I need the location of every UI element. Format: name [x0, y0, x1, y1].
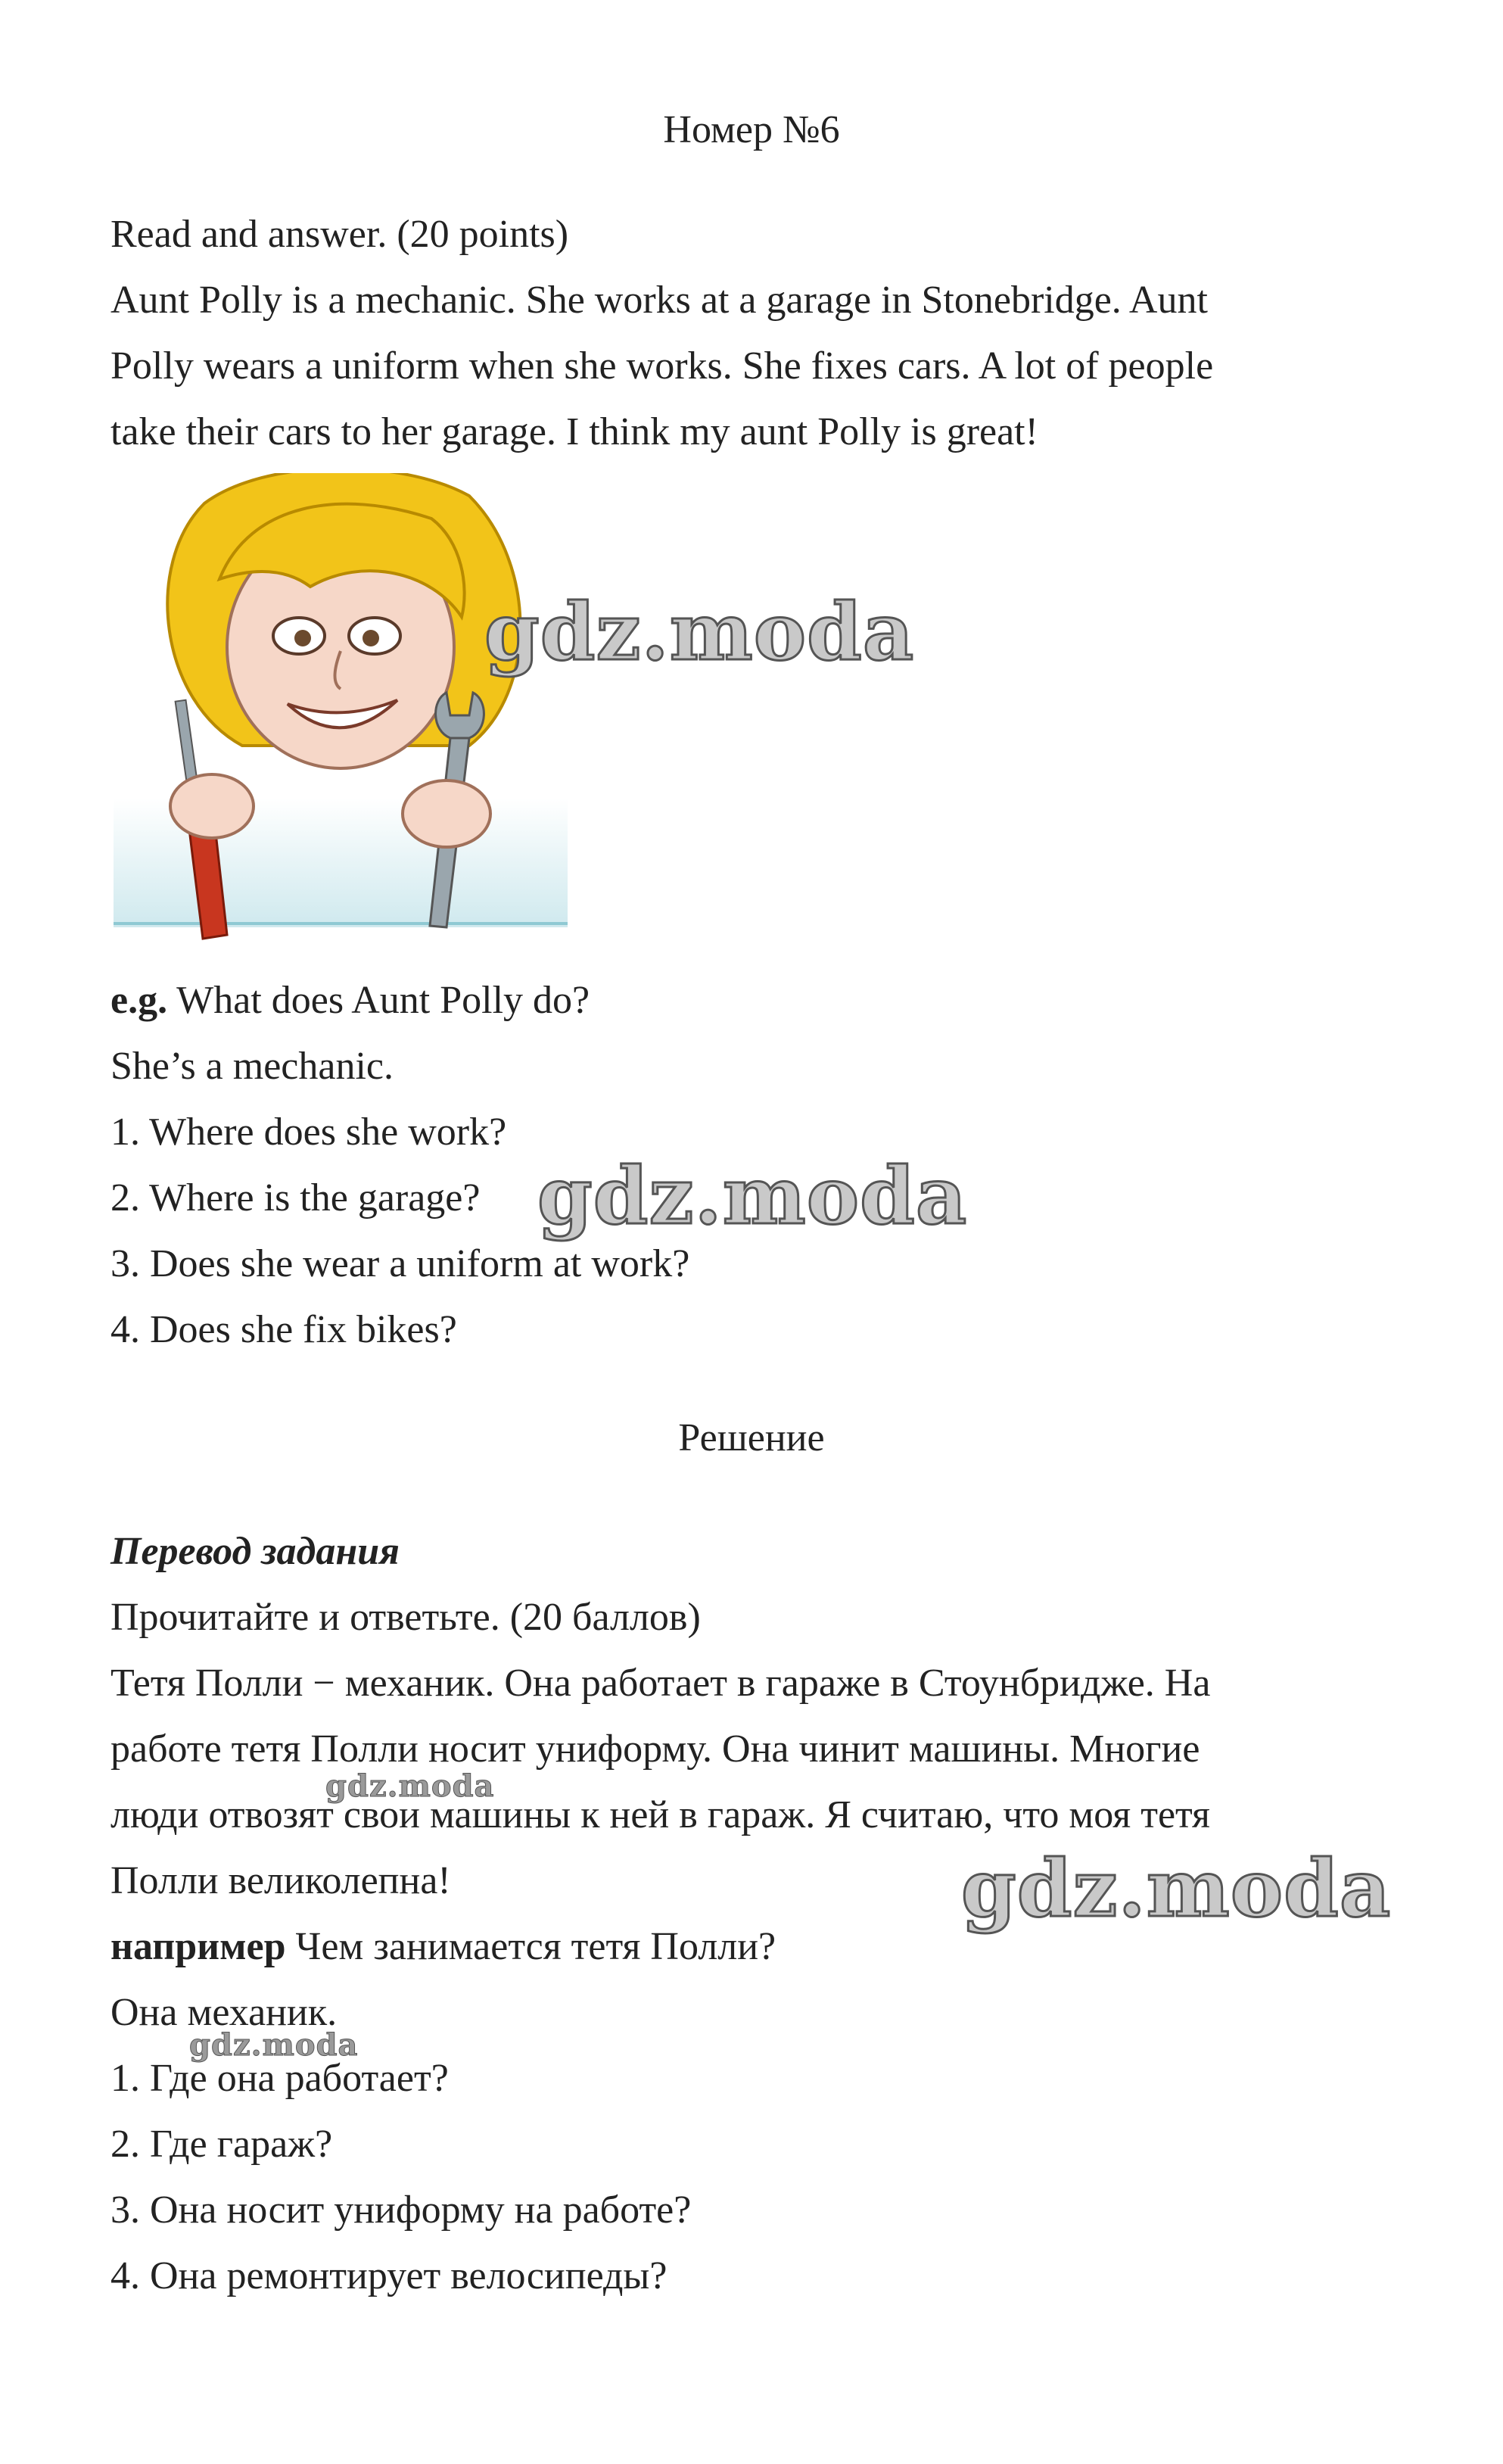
example-answer: She’s a mechanic. — [110, 1045, 394, 1088]
task-paragraph-line: Aunt Polly is a mechanic. She works at a garage in Stonebridge. Aunt — [110, 279, 1208, 322]
translation-example-prefix: например — [110, 1925, 286, 1968]
example-question-text: What does Aunt Polly do? — [167, 979, 590, 1022]
question-item: 4. Does she fix bikes? — [110, 1308, 457, 1351]
translation-instruction: Прочитайте и ответьте. (20 баллов) — [110, 1596, 701, 1639]
translation-question-item: 3. Она носит униформу на работе? — [110, 2188, 692, 2232]
translation-heading: Перевод задания — [110, 1530, 400, 1573]
translation-example-answer: Она механик. — [110, 1991, 338, 2034]
translation-paragraph-line: работе тетя Полли носит униформу. Она чинит машины. Многие — [110, 1727, 1200, 1771]
question-item: 3. Does she wear a uniform at work? — [110, 1242, 690, 1285]
translation-question-item: 1. Где она работает? — [110, 2057, 449, 2100]
page-title: Номер №6 — [663, 108, 840, 151]
watermark: gdz.moda — [961, 1842, 1392, 1935]
watermark: gdz.moda — [537, 1149, 968, 1242]
watermark: gdz.moda — [484, 585, 915, 678]
watermark: gdz.moda — [189, 2027, 359, 2063]
question-item: 1. Where does she work? — [110, 1111, 507, 1154]
task-paragraph-line: Polly wears a uniform when she works. She fixes cars. A lot of people — [110, 344, 1214, 388]
mechanic-woman-illustration — [114, 473, 568, 958]
task-paragraph-line: take their cars to her garage. I think my aunt Polly is great! — [110, 410, 1038, 453]
right-pupil — [363, 630, 379, 646]
translation-example-question-text: Чем занимается тетя Полли? — [285, 1925, 776, 1968]
translation-example-question — [110, 1923, 776, 1971]
example-prefix: e.g. — [110, 979, 168, 1022]
translation-paragraph-line: Полли великолепна! — [110, 1859, 451, 1902]
watermark: gdz.moda — [325, 1768, 495, 1804]
left-pupil — [294, 630, 311, 646]
task-instruction: Read and answer. (20 points) — [110, 213, 569, 256]
translation-paragraph-line: люди отвозят свои машины к ней в гараж. Я считаю, что моя тетя — [110, 1793, 1210, 1836]
left-hand — [170, 774, 254, 838]
question-item: 2. Where is the garage? — [110, 1176, 481, 1220]
solution-heading: Решение — [678, 1416, 825, 1459]
translation-paragraph-line: Тетя Полли − механик. Она работает в гараже в Стоунбридже. На — [110, 1662, 1211, 1705]
translation-question-item: 2. Где гараж? — [110, 2123, 333, 2166]
translation-question-item: 4. Она ремонтирует велосипеды? — [110, 2254, 667, 2297]
right-hand — [403, 780, 490, 847]
example-question — [110, 977, 590, 1025]
